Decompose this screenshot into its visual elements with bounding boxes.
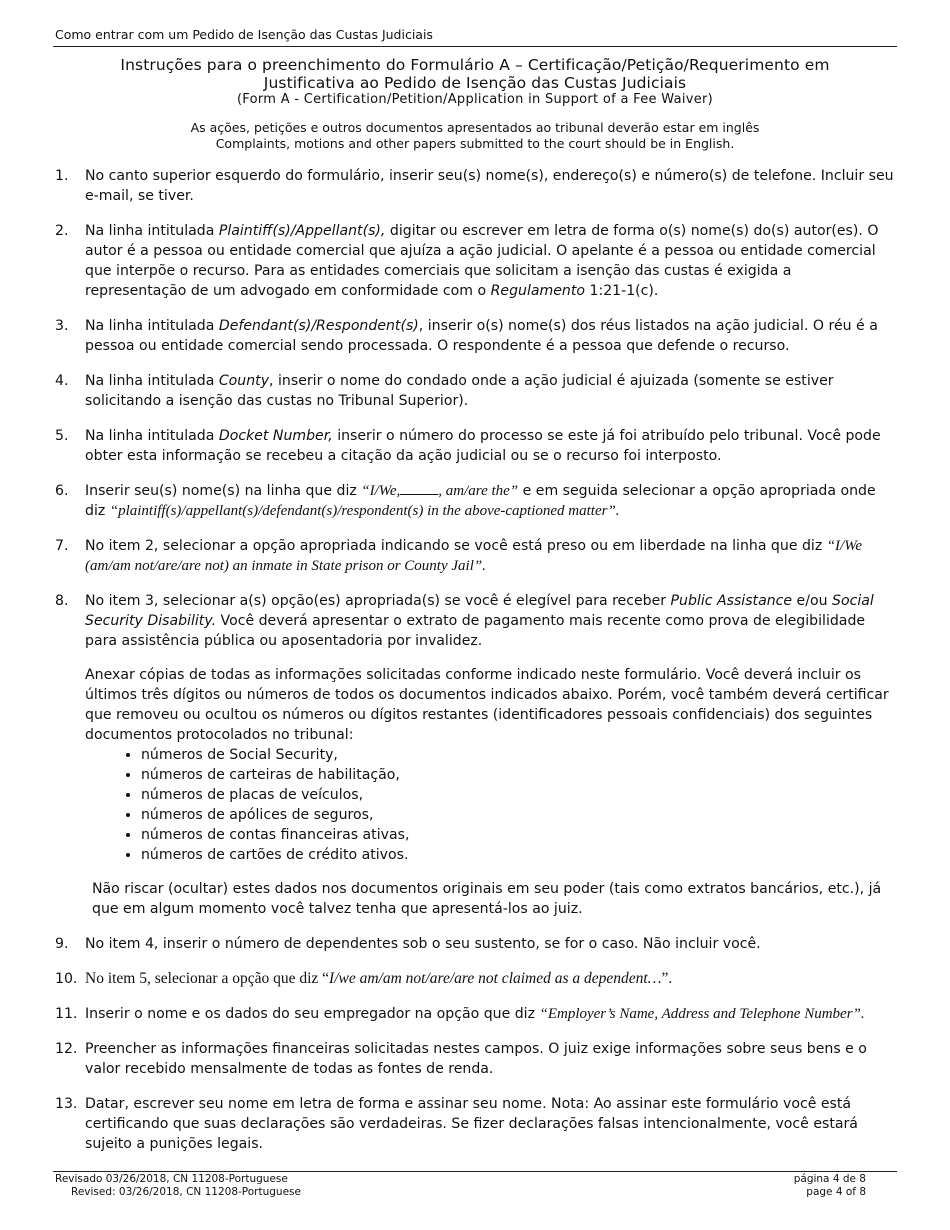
text-run: No item 3, selecionar a(s) opção(es) apropriada(s) se você é elegível para receber: [85, 593, 671, 609]
page-number-en: page 4 of 8: [806, 1186, 866, 1198]
instruction-item: [55, 1004, 895, 1024]
item-number: 8.: [55, 593, 69, 609]
field-term: Docket Number,: [218, 428, 333, 444]
header-rule: [53, 46, 897, 47]
field-term: Public Assistance: [670, 593, 793, 609]
text-run: Na linha intitulada: [85, 428, 219, 444]
document-list: [85, 745, 895, 865]
field-term: Defendant(s)/Respondent(s): [218, 318, 419, 334]
footer-rule: [53, 1171, 897, 1172]
item-paragraph: Anexar cópias de todas as informações solicitadas conforme indicado neste formulário. Você deverá incluir os últimos três dígitos ou números de todos os documentos indicados abaixo. Porém, você também deverá certificar que removeu ou ocultou os números ou dígitos restantes (identificadores pessoais confidenciais) dos seguintes documentos protocolados no tribunal:: [85, 667, 889, 743]
form-quote: I/we am/am not/are/are not claimed as a dependent…: [329, 970, 662, 987]
item-number: 3.: [55, 318, 69, 334]
instruction-item: [55, 316, 895, 356]
instruction-item: [55, 426, 895, 466]
item-number: 10.: [55, 971, 78, 987]
instruction-item: [55, 166, 895, 206]
text-run: No item 2, selecionar a opção apropriada indicando se você está preso ou em liberdade na linha que diz: [85, 538, 827, 554]
form-quote: “Employer’s Name, Address and Telephone Number”.: [539, 1006, 865, 1022]
text-run: Na linha intitulada: [85, 223, 219, 239]
text-run: e/ou: [792, 593, 833, 609]
text-run: Você deverá apresentar o extrato de pagamento mais recente como prova de elegibilidade para assistência pública ou aposentadoria por invalidez.: [85, 613, 866, 649]
item-text: [85, 591, 895, 919]
text-run: No item 5, selecionar a opção que diz “: [85, 970, 330, 987]
item-number: 1.: [55, 168, 69, 184]
text-run: e em seguida selecionar a opção apropriada onde diz: [85, 483, 876, 519]
instruction-item: [55, 934, 895, 954]
item-text: Datar, escrever seu nome em letra de forma e assinar seu nome. Nota: Ao assinar este formulário você está certificando que suas declarações são verdadeiras. Se fizer declarações falsas intencionalmente, você estará sujeito a punições legais.: [85, 1096, 858, 1152]
text-run: Na linha intitulada: [85, 373, 219, 389]
item-text: [85, 481, 895, 521]
item-text: [85, 969, 895, 989]
language-notice-pt: As ações, petições e outros documentos apresentados ao tribunal deverão estar em inglês: [190, 120, 760, 135]
instructions-list: [55, 166, 895, 1169]
item-number: 5.: [55, 428, 69, 444]
page-number-pt: página 4 de 8: [793, 1173, 866, 1185]
form-quote: , am/are the”: [438, 483, 519, 499]
instruction-item: [55, 1039, 895, 1079]
item-number: 7.: [55, 538, 69, 554]
revision-info: [55, 1173, 301, 1199]
list-item: • números de apólices de seguros,: [141, 805, 895, 825]
text-run: digitar ou escrever em letra de forma o(s) nome(s) do(s) autor(es). O autor é a pessoa ou entidade comercial que ajuíza a ação judicial. O apelante é a pessoa ou entidade comercial que interpõe o recurso. Para as entidades comerciais que solicitam a isenção das custas é exigida a representação de um advogado em conformidade com o: [85, 223, 879, 299]
item-number: 6.: [55, 483, 69, 499]
title-block: [55, 56, 895, 152]
field-term: Social Security Disability.: [85, 593, 874, 629]
field-term: County: [218, 373, 270, 389]
form-quote: “I/We,: [361, 483, 401, 499]
list-item: • números de Social Security,: [141, 745, 895, 765]
text-run: Inserir seu(s) nome(s) na linha que diz: [85, 483, 362, 499]
item-text: [85, 426, 895, 466]
instruction-item: [55, 591, 895, 919]
instruction-item: [55, 371, 895, 411]
item-number: 2.: [55, 223, 69, 239]
language-notice: [55, 120, 895, 152]
form-quote: “plaintiff(s)/appellant(s)/defendant(s)/respondent(s) in the above-captioned matter”.: [109, 503, 620, 519]
item-note: Não riscar (ocultar) estes dados nos documentos originais em seu poder (tais como extratos bancários, etc.), já que em algum momento você talvez tenha que apresentá-los ao juiz.: [92, 881, 882, 917]
item-text: [85, 1004, 895, 1024]
language-notice-en: Complaints, motions and other papers submitted to the court should be in English.: [215, 136, 735, 151]
instruction-item: [55, 1094, 895, 1154]
list-item: • números de placas de veículos,: [141, 785, 895, 805]
item-text: [85, 371, 895, 411]
form-quote: “I/We (am/am not/are/are not) an inmate in State prison or County Jail”.: [85, 538, 862, 574]
item-paragraph: [85, 591, 895, 651]
instruction-item: [55, 536, 895, 576]
item-number: 4.: [55, 373, 69, 389]
rule-term: Regulamento: [490, 283, 585, 299]
list-item: • números de cartões de crédito ativos.: [141, 845, 895, 865]
text-run: Inserir o nome e os dados do seu empregador na opção que diz: [85, 1006, 540, 1022]
item-text: No canto superior esquerdo do formulário, inserir seu(s) nome(s), endereço(s) e número(s) de telefone. Incluir seu e-mail, se tiver.: [85, 168, 894, 204]
instruction-item: [55, 969, 895, 989]
item-number: 13.: [55, 1096, 78, 1112]
instruction-item: [55, 221, 895, 301]
text-run: , inserir o nome do condado onde a ação judicial é ajuizada (somente se estiver solicitando a isenção das custas no Tribunal Superior).: [85, 373, 834, 409]
page-title-line-2: Justificativa ao Pedido de Isenção das Custas Judiciais: [263, 74, 687, 92]
revision-en: Revised: 03/26/2018, CN 11208-Portuguese: [71, 1186, 301, 1198]
blank-line: [400, 482, 438, 495]
instruction-item: [55, 481, 895, 521]
item-text: [85, 536, 895, 576]
list-item: • números de carteiras de habilitação,: [141, 765, 895, 785]
revision-pt: Revisado 03/26/2018, CN 11208-Portuguese: [55, 1173, 288, 1185]
item-number: 9.: [55, 936, 69, 952]
text-run: 1:21-1(c).: [585, 283, 659, 299]
page-title-line-1: Instruções para o preenchimento do Formulário A – Certificação/Petição/Requerimento em: [120, 56, 830, 74]
text-run: ”.: [661, 970, 673, 987]
text-run: Na linha intitulada: [85, 318, 219, 334]
item-text: [85, 316, 895, 356]
field-term: Plaintiff(s)/Appellant(s),: [218, 223, 386, 239]
item-number: 12.: [55, 1041, 78, 1057]
running-header: Como entrar com um Pedido de Isenção das Custas Judiciais: [55, 27, 433, 42]
text-run: , inserir o(s) nome(s) dos réus listados na ação judicial. O réu é a pessoa ou entidade comercial sendo processada. O respondente é a pessoa que defende o recurso.: [85, 318, 878, 354]
item-text: [85, 221, 895, 301]
page-number: [794, 1173, 866, 1199]
item-number: 11.: [55, 1006, 78, 1022]
list-item: • números de contas financeiras ativas,: [141, 825, 895, 845]
item-text: No item 4, inserir o número de dependentes sob o seu sustento, se for o caso. Não incluir você.: [85, 936, 761, 952]
page-subtitle: (Form A - Certification/Petition/Application in Support of a Fee Waiver): [236, 92, 714, 107]
text-run: inserir o número do processo se este já foi atribuído pelo tribunal. Você pode obter esta informação se recebeu a citação da ação judicial ou se o recurso foi interposto.: [85, 428, 881, 464]
item-text: Preencher as informações financeiras solicitadas nestes campos. O juiz exige informações sobre seus bens e o valor recebido mensalmente de todas as fontes de renda.: [85, 1041, 867, 1077]
